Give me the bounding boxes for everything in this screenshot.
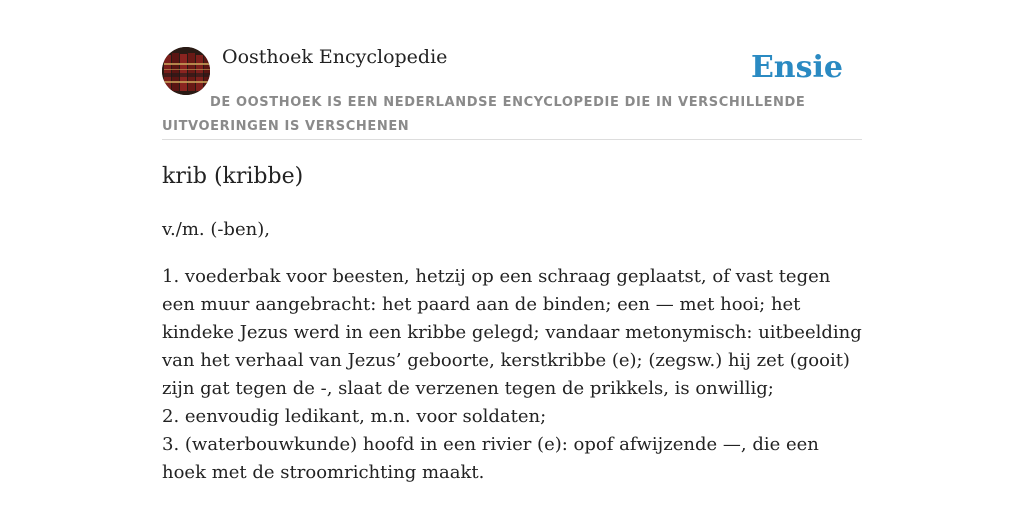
definition-1: 1. voederbak voor beesten, hetzij op een schraag geplaatst, of vast tegen een muur aangebracht: het paard aan de binden; een — met hooi; het kindeke Jezus werd in een kribbe gelegd; vandaar metonymisch: uitbeelding van het verhaal van Jezus’ geboorte, kerstkribbe (e); (zegsw.) hij zet (gooit) zijn gat tegen de -, slaat de verzenen tegen de prikkels, is onwillig; bbox=[162, 266, 862, 399]
encyclopedia-books-icon[interactable] bbox=[162, 47, 210, 95]
entry-grammar: v./m. (-ben), bbox=[162, 219, 270, 240]
entry-body bbox=[162, 216, 862, 487]
ensie-logo-link[interactable]: Ensie bbox=[750, 50, 843, 85]
definition-3: 3. (waterbouwkunde) hoofd in een rivier (e): opof afwijzende —, die een hoek met de stroomrichting maakt. bbox=[162, 434, 819, 483]
header-divider bbox=[162, 139, 862, 140]
source-tagline: DE OOSTHOEK IS EEN NEDERLANDSE ENCYCLOPEDIE DIE IN VERSCHILLENDE UITVOERINGEN IS VERSCHENEN bbox=[162, 95, 806, 134]
definition-2: 2. eenvoudig ledikant, m.n. voor soldaten; bbox=[162, 406, 547, 427]
entry-headword: krib (kribbe) bbox=[162, 164, 304, 189]
source-name-link[interactable]: Oosthoek Encyclopedie bbox=[222, 46, 448, 68]
